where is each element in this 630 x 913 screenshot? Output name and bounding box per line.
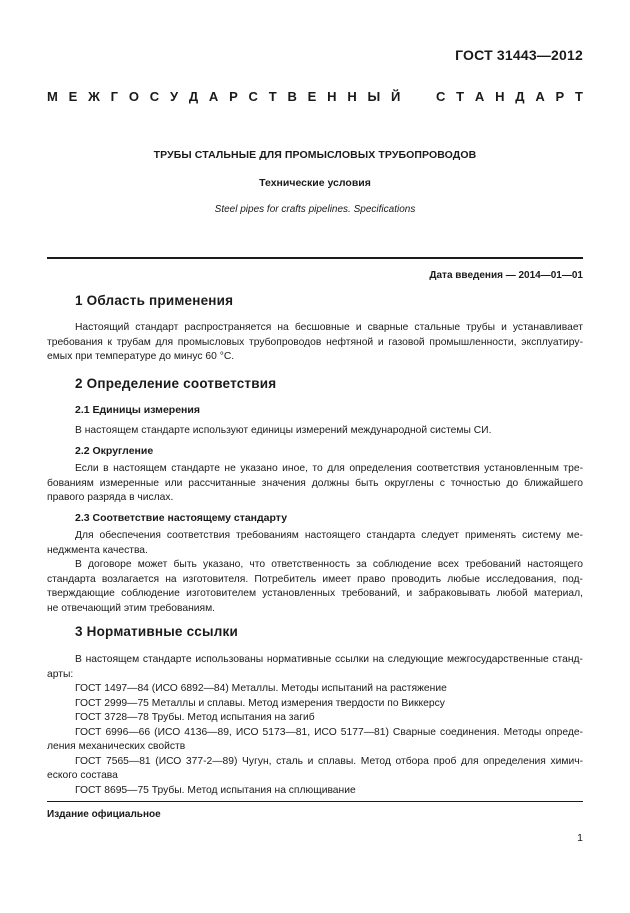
official-edition-note: Издание официальное: [47, 809, 161, 820]
standard-type-spaced: [47, 89, 583, 104]
letter: Е: [68, 89, 78, 104]
section-2-3-heading: 2.3 Соответствие настоящему стандарту: [75, 512, 288, 524]
text-line: бованиям измеренные или рассчитанные значения должны быть округлены с точностью до ближайшего: [47, 477, 583, 489]
reference-line: ГОСТ 3728—78 Трубы. Метод испытания на загиб: [75, 712, 315, 723]
section-1-heading: 1 Область применения: [75, 293, 234, 308]
letter: С: [149, 89, 160, 104]
reference-line: ГОСТ 2999—75 Металлы и сплавы. Метод измерения твердости по Виккерсу: [75, 697, 445, 709]
text-line: Настоящий стандарт распространяется на бесшовные и сварные стальные трубы и устанавливает: [75, 322, 583, 333]
reference-line: ГОСТ 7565—81 (ИСО 377-2—89) Чугун, сталь и сплавы. Метод отбора проб для определения химич-: [75, 755, 583, 767]
text-line: стандарта возлагается на изготовителя. Потребитель имеет право проводить любые исследования, под-: [47, 573, 583, 585]
text-line: емых при температуре до минус 60 °С.: [47, 351, 235, 362]
page-number: 1: [577, 832, 583, 844]
text-line: В настоящем стандарте используют единицы измерений международной системы СИ.: [75, 425, 492, 436]
letter: М: [47, 89, 58, 104]
letter: Ы: [367, 89, 381, 104]
text-line: не отвечающий этим требованиям.: [47, 602, 216, 614]
reference-line: ГОСТ 6996—66 (ИСО 4136—89, ИСО 5173—81, ИСО 5177—81) Сварные соединения. Методы опреде-: [75, 726, 583, 738]
text-line: В договоре может быть указано, что ответственность за соблюдение всех требований настоящего: [75, 559, 583, 570]
letter: Р: [555, 89, 565, 104]
word-gap: [411, 89, 425, 104]
letter: С: [435, 89, 446, 104]
section-2-1-heading: 2.1 Единицы измерения: [75, 404, 200, 416]
text-line: ления механических свойств: [47, 741, 186, 752]
letter: Д: [188, 89, 199, 104]
letter: О: [128, 89, 139, 104]
letter: А: [474, 89, 485, 104]
text-line: неджмента качества.: [47, 544, 148, 556]
text-line: требования к трубам для промысловых трубопроводов нефтяной и газовой промышленности, эксплуатиру-: [47, 336, 583, 348]
letter: Ж: [88, 89, 100, 104]
reference-line: ГОСТ 1497—84 (ИСО 6892—84) Металлы. Методы испытаний на растяжение: [75, 683, 447, 694]
section-2-2-heading: 2.2 Округление: [75, 445, 154, 457]
text-line: тверждающие соблюдение изготовителем установленных требований, и забраковывать любой материал,: [47, 588, 583, 599]
section-1-text: [47, 321, 583, 365]
section-2-2-text: [47, 462, 583, 506]
letter: А: [208, 89, 219, 104]
letter: Н: [347, 89, 357, 104]
text-line: Если в настоящем стандарте не указано иное, то для определения соответствия установленным тре-: [75, 463, 583, 474]
letter: В: [287, 89, 297, 104]
section-3-heading: 3 Нормативные ссылки: [75, 624, 238, 639]
text-line: В настоящем стандарте использованы нормативные ссылки на следующие межгосударственные станд-: [75, 654, 583, 665]
letter: Й: [391, 89, 401, 104]
standard-number: ГОСТ 31443—2012: [455, 47, 583, 63]
letter: Н: [495, 89, 505, 104]
introduction-date: Дата введения — 2014—01—01: [429, 270, 583, 281]
letter: А: [535, 89, 545, 104]
section-2-1-text: [47, 424, 583, 439]
text-line: арты:: [47, 668, 74, 680]
document-subtitle: Технические условия: [259, 177, 371, 189]
english-title: Steel pipes for crafts pipelines. Specifications: [214, 204, 416, 215]
letter: Т: [268, 89, 277, 104]
letter: У: [169, 89, 179, 104]
text-line: Для обеспечения соответствия требованиям настоящего стандарта следует применять систему ме-: [75, 530, 583, 541]
letter: Д: [515, 89, 525, 104]
section-2-3-text: [47, 529, 583, 616]
footer-divider: [47, 801, 583, 802]
letter: Т: [456, 89, 465, 104]
header-divider: [47, 257, 583, 259]
section-3-text: [47, 653, 583, 798]
letter: Т: [575, 89, 583, 104]
reference-line: ГОСТ 8695—75 Трубы. Метод испытания на сплющивание: [75, 784, 356, 796]
letter: С: [248, 89, 258, 104]
document-title: ТРУБЫ СТАЛЬНЫЕ ДЛЯ ПРОМЫСЛОВЫХ ТРУБОПРОВОДОВ: [153, 149, 477, 161]
text-line: правого разряда в числах.: [47, 492, 174, 503]
letter: Р: [229, 89, 238, 104]
text-line: еского состава: [47, 770, 118, 781]
letter: Н: [327, 89, 337, 104]
letter: Г: [110, 89, 119, 104]
section-2-heading: 2 Определение соответствия: [75, 376, 277, 391]
letter: Е: [307, 89, 317, 104]
